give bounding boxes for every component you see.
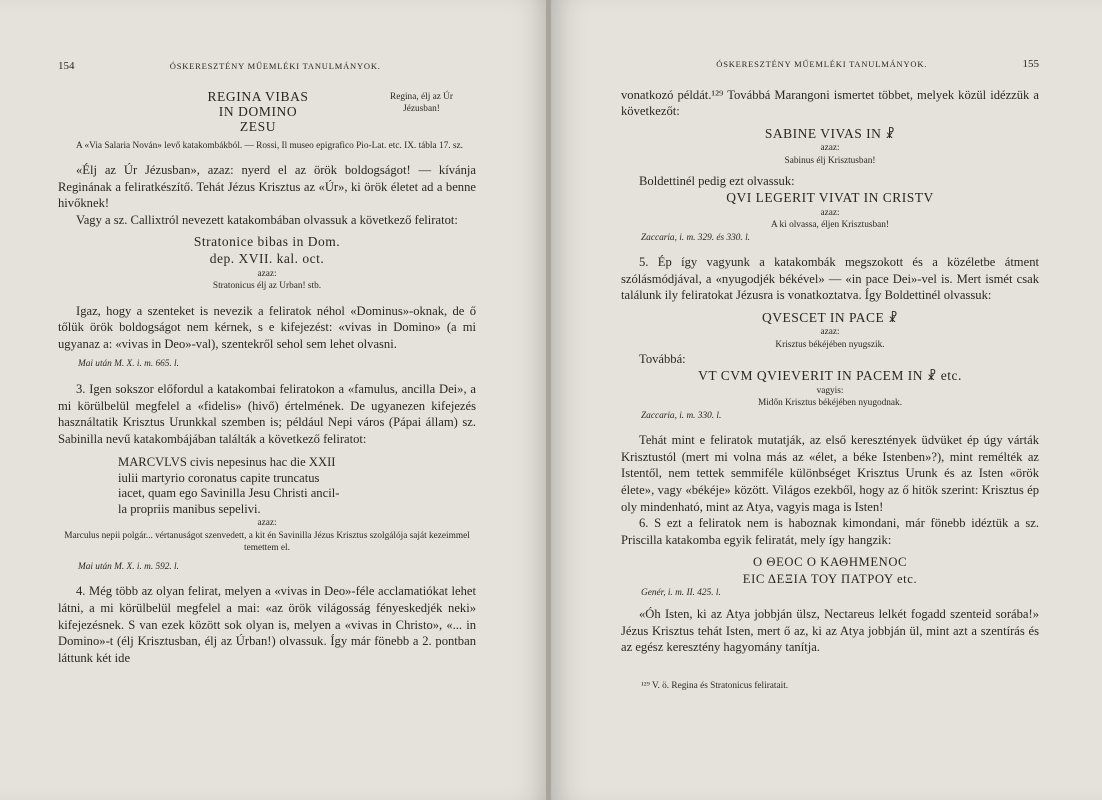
inscription [621, 310, 1039, 327]
left-page-content [58, 58, 476, 666]
source-note [621, 232, 1039, 245]
inscription-latin [148, 89, 368, 134]
chi-rho-icon: ☧ [926, 369, 937, 384]
running-head: ÓSKERESZTÉNY MŰEMLÉKI TANULMÁNYOK. [716, 59, 928, 69]
paragraph: Boldettinél pedig ezt olvassuk: [639, 174, 795, 189]
inscription-line: Stratonice bibas in Dom. [193, 234, 341, 250]
inscription [58, 234, 476, 267]
greek-inscription-line [621, 571, 1039, 588]
inscription-title [58, 89, 476, 134]
inscription-translation: Sabinus élj Krisztusban! [784, 155, 876, 166]
azaz-label: azaz: [820, 207, 840, 218]
source-note [58, 358, 476, 371]
inscription [621, 126, 1039, 143]
title-line: REGINA VIBAS [207, 88, 309, 104]
poem-line: la propriis manibus sepelivi. [118, 501, 261, 516]
inscription-translation: Stratonicus élj az Urban! stb. [212, 281, 322, 292]
inscription-text: SABINE VIVAS IN [764, 125, 882, 141]
translation-line: Jézusban! [403, 103, 440, 114]
azaz-label: azaz: [257, 518, 277, 529]
inscription-tail: etc. [940, 368, 962, 384]
inscription-line: dep. XVII. kal. oct. [209, 251, 325, 267]
inscription-translation [390, 91, 453, 115]
azaz-label: azaz: [820, 143, 840, 154]
paragraph: «Élj az Úr Jézusban», azaz: nyerd el az örök boldogságot! — kívánja Reginának a feliratkészítő. Tehát Jézus Krisztus az «Úr», ki örök életet ad a benne hivőknek! [58, 163, 476, 211]
chi-rho-icon: ☧ [885, 126, 896, 141]
paragraph: vonatkozó példát.¹²⁹ Továbbá Marangoni ismertet többet, melyek közül idézzük a következőt: [621, 87, 1039, 119]
poem-line: iulii martyrio coronatus capite truncatus [118, 470, 320, 485]
right-page [551, 0, 1102, 800]
inscription-text: VT CVM QVIEVERIT IN PACEM IN [698, 368, 924, 384]
paragraph: «Óh Isten, ki az Atya jobbján ülsz, Nectareus lelkét fogadd szenteid sorába!» Jézus Krisztus tehát Isten, mert ő az, ki az Atya jobbján ül, mint azt a szentírás és az egész keresztény hagyomány tanítja. [621, 606, 1039, 655]
right-header [621, 56, 1039, 73]
running-head: ÓSKERESZTÉNY MŰEMLÉKI TANULMÁNYOK. [169, 61, 381, 71]
right-page-content [621, 56, 1039, 692]
vagyis-label: vagyis: [816, 385, 844, 396]
poem-inscription [58, 455, 476, 517]
source-text: Zaccaria, i. m. 330. l. [641, 410, 722, 421]
inscription-translation: Midőn Krisztus békéjében nyugodnak. [757, 398, 903, 409]
paragraph: 5. Ép így vagyunk a katakombák megszokott és a közéletbe átment szólásmódjával, a «nyugodjék békével» — «in pace Dei»-vel is. Mert ismét csak találunk ily feliratokat Jézusra is vonatkoztatva. Így Boldettinél olvassuk: [621, 255, 1039, 303]
inscription: QVI LEGERIT VIVAT IN CRISTV [726, 189, 934, 205]
source-text: Zaccaria, i. m. 329. és 330. l. [641, 232, 750, 243]
source-text: Mai után M. X. i. m. 592. l. [78, 561, 179, 572]
paragraph: Vagy a sz. Callixtról nevezett katakombában olvassuk a következő feliratot: [76, 212, 458, 227]
greek-inscription-line: Ο ΘΕΟϹ Ο ΚΑΘΗΜΕΝΟϹ [752, 555, 908, 570]
inscription-translation: Krisztus békéjében nyugszik. [775, 339, 885, 350]
source-note [58, 561, 476, 574]
poem-line: MARCVLVS civis nepesinus hac die XXII [118, 455, 336, 470]
paragraph: 4. Még több az olyan felirat, melyen a «vivas in Deo»-féle acclamatiókat lehet látni, a mi körülbelül megfelel a mai: «az örök világosság fényeskedjék neki» kifejezésnek. S van ezek között sok olyan is, melyen a «vivas in Christo», «... in Domino»-t (élj Krisztusban, élj az Úrban!) olvassuk. Így már fönebb a 2. pontban láttunk két ide [58, 584, 476, 665]
poem-translation: Marculus nepii polgár... vértanuságot szenvedett, a kit én Savinilla Jézus Krisztus szolgálója saját kezeimmel temettem el. [64, 530, 470, 554]
poem-line: iacet, quam ego Savinilla Jesu Christi ancil- [118, 486, 340, 501]
inscription [621, 368, 1039, 385]
inscription-translation: A ki olvassa, éljen Krisztusban! [771, 220, 889, 231]
azaz-label: azaz: [820, 327, 840, 338]
source-text: Mai után M. X. i. m. 665. l. [78, 359, 179, 370]
azaz-label: azaz: [257, 268, 277, 279]
paragraph: 6. S ezt a feliratok nem is haboznak kimondani, már fönebb idéztük a sz. Priscilla katakomba egyik feliratát, mely így hangzik: [621, 516, 1039, 547]
paragraph: 3. Igen sokszor előfordul a katakombai feliratokon a «famulus, ancilla Dei», a mi körülbelül megfelel a «fidelis» (hivő) értelmének. De ugyanezen kifejezés használtatik Krisztus Urunkkal szemben is; például Nepi város (Pápai állam) sz. Sabinilla nevű katakombájában találták a következő feliratot: [58, 381, 476, 446]
title-line: IN DOMINO [218, 103, 298, 119]
source-note: A «Via Salaria Nován» levő katakombákból. — Rossi, Il museo epigrafico Pio-Lat. etc. IX. tábla 17. sz. [76, 140, 463, 151]
footnote: ¹²⁹ V. ö. Regina és Stratonicus feliratait. [641, 680, 789, 691]
left-header [58, 58, 476, 75]
page-number: 155 [1022, 58, 1039, 70]
left-page [0, 0, 549, 800]
source-note [621, 587, 1039, 600]
greek-tail: etc. [896, 571, 918, 586]
paragraph: Tehát mint e feliratok mutatják, az első keresztények üdvüket ép úgy várták Krisztustól (mert mi volna más az «élet, a béke Istenben»?), mint remélték az Istentől, nem tettek semmiféle különbséget Krisztus Urunk és az Isten «örök élete», vagy «békéje» között. Világos ezekből, hogy az ő hitök szerint: Krisztus ép oly mindenható, mint az Atya, vagyis maga is Isten! [621, 433, 1039, 514]
paragraph: Igaz, hogy a szenteket is nevezik a feliratok néhol «Dominus»-oknak, de ő tőlük örök boldogságot nem kérnek, s e kifejezést: «vivas in Domino» (a mi ugyanaz a: «vivas in Deo»-val), szentekről sehol sem lehet olvasni. [58, 303, 476, 351]
source-note [621, 410, 1039, 423]
greek-text: ΕΙϹ ΔΕΞΙΑ ΤΟΥ ΠΑΤΡΟΥ [742, 571, 894, 586]
translation-line: Regina, élj az Úr [390, 91, 453, 102]
paragraph: Továbbá: [639, 352, 686, 367]
page-number: 154 [58, 60, 75, 72]
inscription-text: QVESCET IN PACE [761, 309, 885, 325]
title-line: ZESU [239, 118, 277, 134]
source-text: Genér, i. m. II. 425. l. [641, 588, 721, 599]
chi-rho-icon: ☧ [888, 310, 899, 325]
